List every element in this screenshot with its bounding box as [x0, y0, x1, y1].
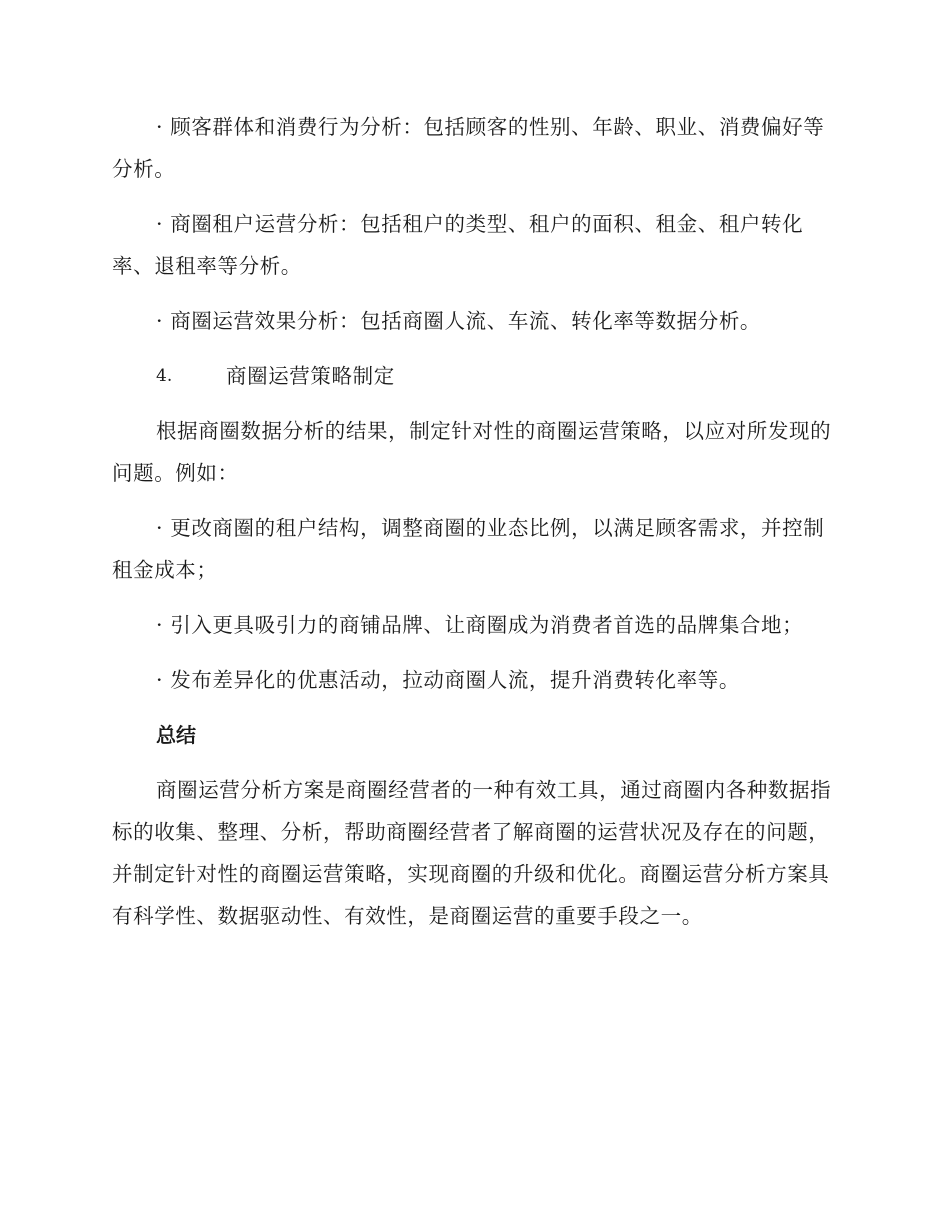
bullet-effect-analysis: · 商圈运营效果分析：包括商圈人流、车流、转化率等数据分析。 — [156, 309, 762, 333]
item-number: 4. — [156, 366, 173, 386]
strategy-item-promotions: · 发布差异化的优惠活动，拉动商圈人流，提升消费转化率等。 — [156, 668, 740, 692]
bullet-tenant-analysis: · 商圈租户运营分析：包括租户的类型、租户的面积、租金、租户转化率、退租率等分析。 — [112, 212, 804, 278]
strategy-item-brands: · 引入更具吸引力的商铺品牌、让商圈成为消费者首选的品牌集合地； — [156, 613, 804, 637]
summary-body: 商圈运营分析方案是商圈经营者的一种有效工具，通过商圈内各种数据指标的收集、整理、分析，帮助商圈经营者了解商圈的运营状况及存在的问题，并制定针对性的商圈运营策略，实现商圈的升级和优化。商圈运营分析方案具有科学性、数据驱动性、有效性，是商圈运营的重要手段之一。 — [112, 778, 832, 928]
summary-heading: 总结 — [156, 723, 196, 747]
strategy-item-tenant-structure: · 更改商圈的租户结构，调整商圈的业态比例，以满足顾客需求，并控制租金成本； — [112, 516, 825, 582]
item-heading: 商圈运营策略制定 — [226, 364, 395, 388]
bullet-customer-analysis: · 顾客群体和消费行为分析：包括顾客的性别、年龄、职业、消费偏好等分析。 — [112, 115, 825, 181]
strategy-intro: 根据商圈数据分析的结果，制定针对性的商圈运营策略，以应对所发现的问题。例如： — [112, 419, 832, 485]
